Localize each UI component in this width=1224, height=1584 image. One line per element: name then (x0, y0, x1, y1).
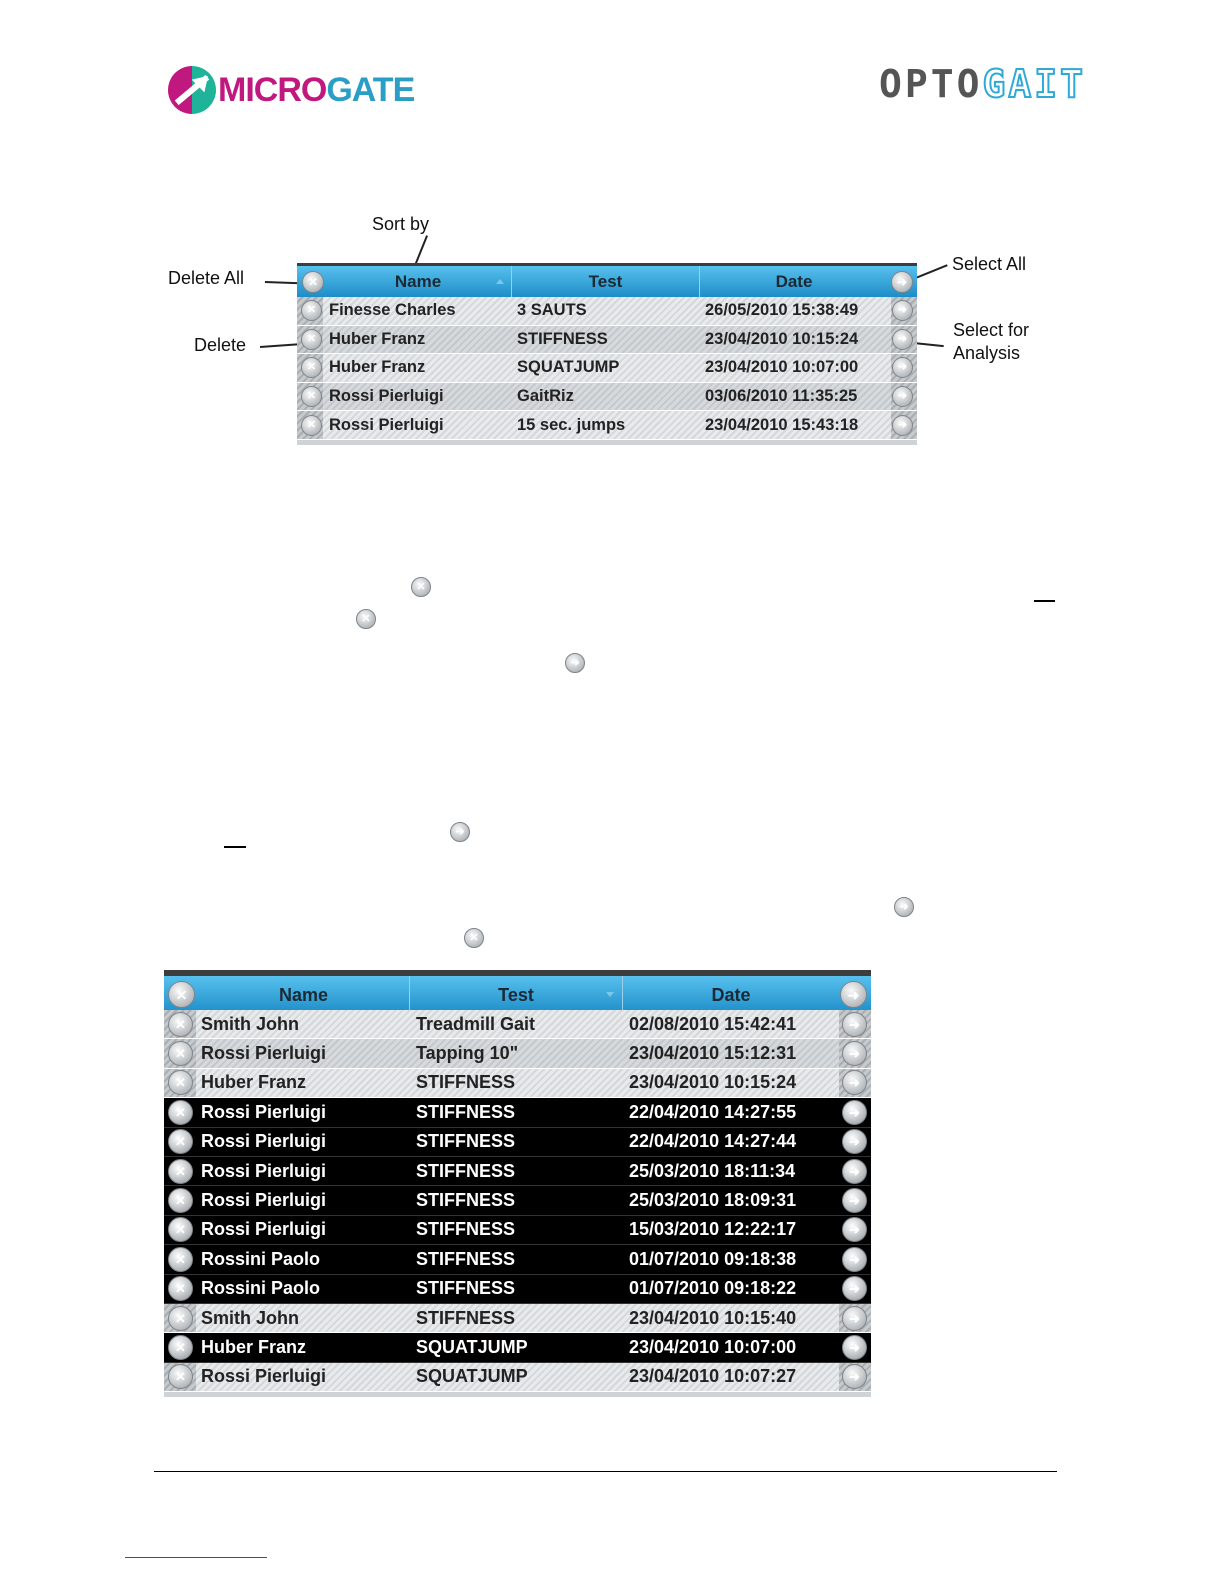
delete-icon[interactable] (168, 1188, 193, 1213)
column-label: Test (498, 984, 534, 1005)
cell-name: Rossi Pierluigi (329, 415, 444, 434)
column-label: Date (711, 984, 751, 1005)
annotation-delete-all: Delete All (168, 268, 245, 288)
cell-test: STIFFNESS (416, 1219, 516, 1240)
cell-date: 23/04/2010 15:12:31 (629, 1043, 797, 1064)
cell-date: 23/04/2010 10:15:24 (705, 329, 859, 348)
column-header-test[interactable] (410, 976, 623, 1014)
delete-icon[interactable] (168, 1159, 193, 1184)
column-header-name[interactable] (325, 266, 512, 297)
cell-test: Treadmill Gait (416, 1013, 536, 1034)
annotation-analysis: Analysis (953, 343, 1021, 363)
cell-test: STIFFNESS (416, 1278, 516, 1299)
table-row[interactable] (297, 326, 917, 355)
table-header (164, 970, 871, 1014)
cell-test: GaitRiz (517, 387, 574, 406)
sort-asc-icon (496, 279, 504, 284)
delete-all-icon[interactable] (302, 271, 324, 293)
footer-link-underline (125, 1557, 267, 1558)
cell-name: Rossi Pierluigi (201, 1366, 327, 1387)
logo-text-opto: OPTO (878, 62, 983, 106)
cell-name: Huber Franz (329, 329, 426, 348)
delete-icon (411, 577, 431, 597)
delete-icon[interactable] (301, 415, 322, 436)
cell-date: 23/04/2010 15:43:18 (705, 415, 859, 434)
test-list-table (297, 263, 917, 445)
delete-icon[interactable] (168, 1012, 193, 1037)
cell-date: 02/08/2010 15:42:41 (629, 1013, 797, 1034)
column-header-date[interactable] (623, 976, 839, 1014)
cell-test: STIFFNESS (416, 1072, 516, 1093)
logo-text-gait: GAIT (982, 62, 1086, 106)
cell-name: Rossi Pierluigi (201, 1101, 327, 1122)
cell-name: Rossi Pierluigi (201, 1190, 327, 1211)
column-header-date[interactable] (700, 266, 888, 297)
table-row[interactable] (164, 1304, 871, 1333)
table-row[interactable] (164, 1216, 871, 1245)
select-for-analysis-icon[interactable] (842, 1188, 867, 1213)
select-for-analysis-icon[interactable] (842, 1335, 867, 1360)
delete-icon (464, 928, 484, 948)
select-for-analysis-icon[interactable] (842, 1306, 867, 1331)
cell-date: 25/03/2010 18:09:31 (629, 1190, 797, 1211)
cell-test: SQUATJUMP (416, 1337, 528, 1358)
cell-name: Rossi Pierluigi (201, 1219, 327, 1240)
select-for-analysis-icon[interactable] (842, 1041, 867, 1066)
select-all-icon[interactable] (840, 981, 867, 1008)
cell-test: 15 sec. jumps (517, 415, 626, 434)
cell-test: Tapping 10" (416, 1043, 519, 1064)
microgate-logo (168, 66, 414, 114)
table-row[interactable] (164, 1245, 871, 1274)
cell-date: 01/07/2010 09:18:22 (629, 1278, 797, 1299)
delete-icon[interactable] (168, 1335, 193, 1360)
cell-name: Huber Franz (329, 358, 426, 377)
select-for-analysis-icon[interactable] (842, 1247, 867, 1272)
cell-name: Rossi Pierluigi (329, 387, 444, 406)
cell-test: SQUATJUMP (416, 1366, 528, 1387)
delete-icon[interactable] (168, 1100, 193, 1125)
cell-test: STIFFNESS (416, 1190, 516, 1211)
cell-date: 23/04/2010 10:07:00 (705, 358, 859, 377)
delete-icon[interactable] (168, 1041, 193, 1066)
underline-mark (1034, 600, 1055, 602)
select-for-analysis-icon[interactable] (842, 1100, 867, 1125)
column-label: Name (278, 984, 329, 1005)
select-all-icon[interactable] (891, 271, 913, 293)
delete-icon[interactable] (301, 329, 322, 350)
delete-icon[interactable] (168, 1306, 193, 1331)
annotation-delete: Delete (194, 335, 247, 355)
test-list-table-selection (164, 970, 871, 1397)
cell-date: 01/07/2010 09:18:38 (629, 1248, 797, 1269)
cell-name: Rossi Pierluigi (201, 1131, 327, 1152)
arrow-right-icon (565, 653, 585, 673)
table-row[interactable] (297, 354, 917, 383)
underline-mark (224, 846, 246, 848)
table-row[interactable] (164, 1157, 871, 1186)
cell-name: Rossini Paolo (201, 1248, 321, 1269)
cell-date: 23/04/2010 10:15:24 (629, 1072, 797, 1093)
cell-date: 03/06/2010 11:35:25 (705, 387, 858, 406)
annotation-sort-by: Sort by (372, 214, 430, 234)
cell-test: STIFFNESS (416, 1131, 516, 1152)
column-header-name[interactable] (198, 976, 410, 1014)
table-row[interactable] (164, 1098, 871, 1127)
table-row[interactable] (164, 1069, 871, 1098)
table-row[interactable] (297, 411, 917, 440)
arrow-right-icon (450, 822, 470, 842)
cell-name: Smith John (201, 1307, 299, 1328)
table-row[interactable] (297, 297, 917, 326)
cell-date: 23/04/2010 10:07:00 (629, 1337, 797, 1358)
cell-date: 22/04/2010 14:27:44 (629, 1131, 797, 1152)
table-row[interactable] (164, 1333, 871, 1362)
annotation-select-all: Select All (952, 254, 1027, 274)
optogait-logo (879, 62, 1086, 106)
delete-icon (356, 609, 376, 629)
cell-name: Smith John (201, 1013, 299, 1034)
cell-test: SQUATJUMP (517, 358, 620, 377)
arrow-right-icon (894, 897, 914, 917)
select-for-analysis-icon[interactable] (842, 1159, 867, 1184)
cell-test: STIFFNESS (416, 1307, 516, 1328)
cell-date: 26/05/2010 15:38:49 (705, 301, 859, 320)
cell-test: STIFFNESS (517, 329, 608, 348)
cell-test: STIFFNESS (416, 1160, 516, 1181)
cell-date: 22/04/2010 14:27:55 (629, 1101, 797, 1122)
cell-test: STIFFNESS (416, 1101, 516, 1122)
delete-all-icon[interactable] (168, 981, 195, 1008)
column-label: Test (588, 271, 623, 291)
sort-desc-icon (606, 992, 614, 997)
cell-test: 3 SAUTS (517, 301, 587, 320)
cell-name: Finesse Charles (329, 301, 456, 320)
column-label: Name (394, 271, 442, 291)
table-row[interactable] (164, 1039, 871, 1068)
logo-text-micro: MICRO (218, 70, 327, 109)
cell-name: Rossini Paolo (201, 1278, 321, 1299)
table-row[interactable] (164, 1275, 871, 1304)
cell-date: 23/04/2010 10:07:27 (629, 1366, 797, 1387)
column-header-test[interactable] (512, 266, 700, 297)
cell-name: Rossi Pierluigi (201, 1043, 327, 1064)
table-row[interactable] (164, 1128, 871, 1157)
table-row[interactable] (164, 1186, 871, 1215)
table-header (297, 263, 917, 297)
cell-date: 23/04/2010 10:15:40 (629, 1307, 797, 1328)
table-row[interactable] (164, 1363, 871, 1392)
annotation-select-for: Select for (953, 320, 1030, 340)
cell-date: 15/03/2010 12:22:17 (629, 1219, 797, 1240)
select-for-analysis-icon[interactable] (842, 1012, 867, 1037)
microgate-mark-icon (168, 66, 216, 114)
select-for-analysis-icon[interactable] (892, 329, 913, 350)
column-label: Date (775, 271, 813, 291)
cell-test: STIFFNESS (416, 1248, 516, 1269)
table-row[interactable] (164, 1010, 871, 1039)
cell-name: Rossi Pierluigi (201, 1160, 327, 1181)
cell-name: Huber Franz (201, 1072, 307, 1093)
footer-rule (154, 1471, 1057, 1472)
table-row[interactable] (297, 383, 917, 412)
cell-date: 25/03/2010 18:11:34 (629, 1160, 796, 1181)
select-for-analysis-icon[interactable] (892, 386, 913, 407)
logo-text-gate: GATE (326, 70, 415, 109)
cell-name: Huber Franz (201, 1337, 307, 1358)
delete-icon[interactable] (301, 386, 322, 407)
select-for-analysis-icon[interactable] (892, 415, 913, 436)
delete-icon[interactable] (168, 1247, 193, 1272)
